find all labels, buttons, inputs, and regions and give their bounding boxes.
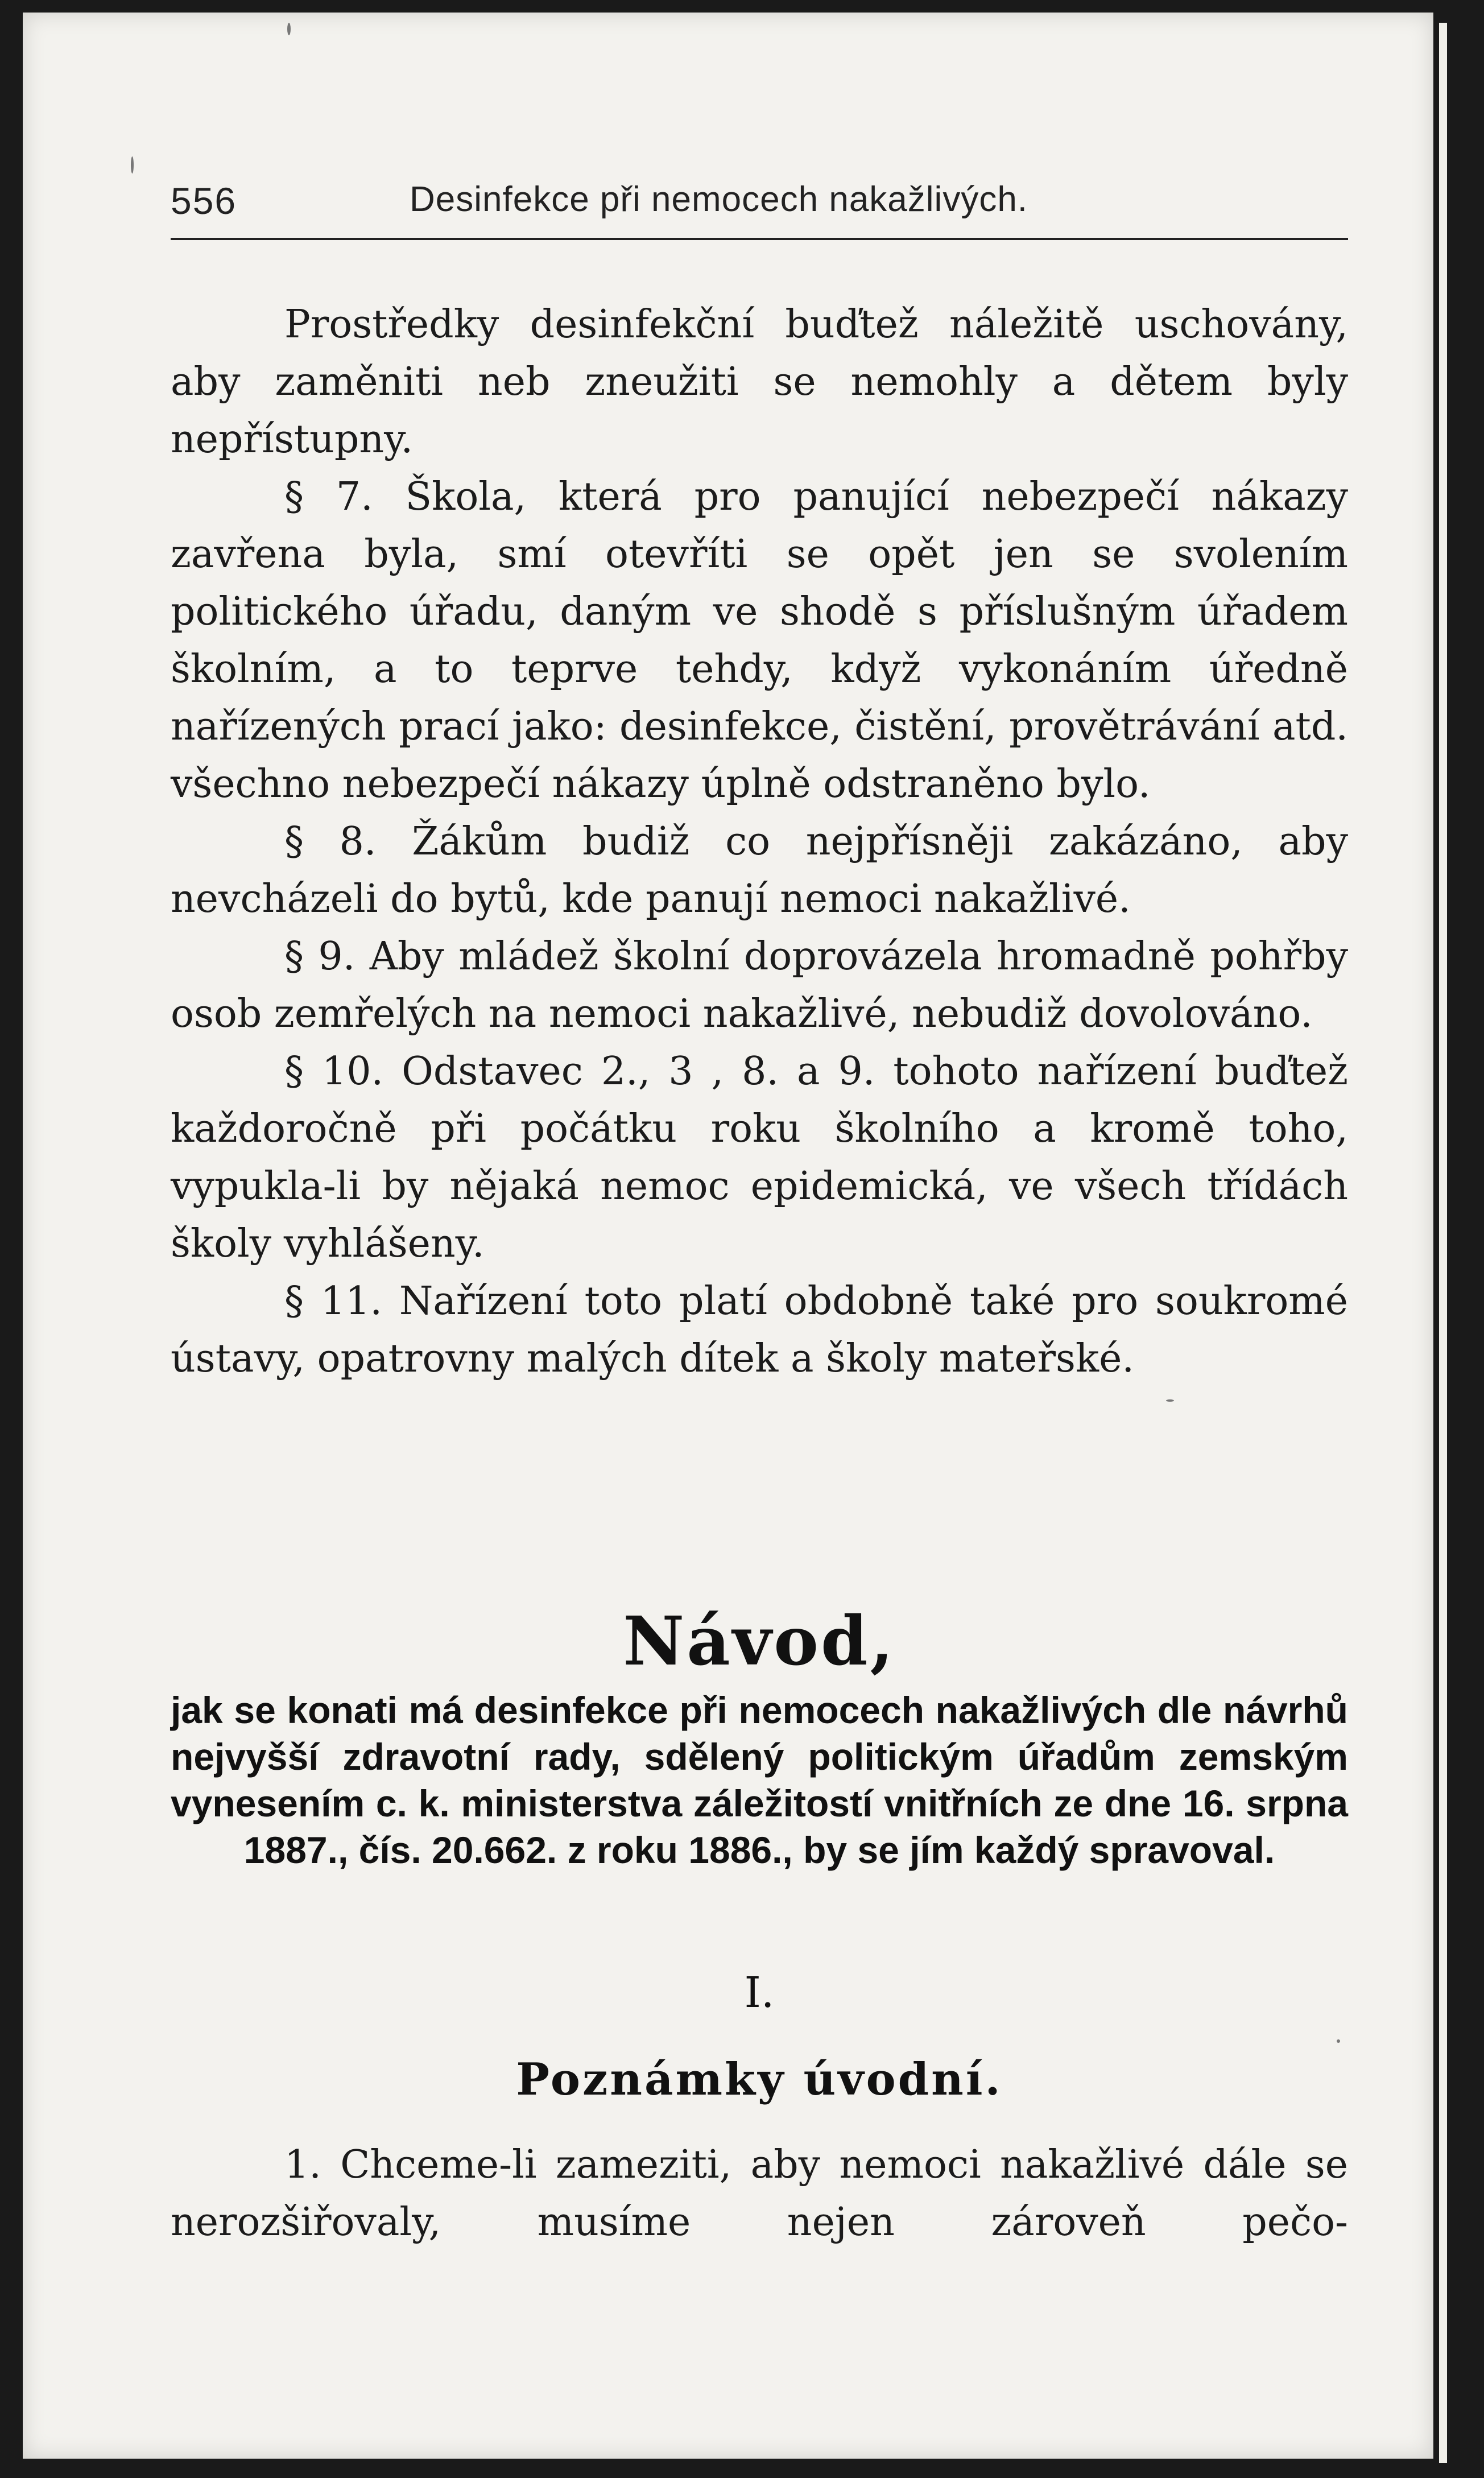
paper-speck [131, 156, 134, 174]
paragraph-section-11: § 11. Nařízení toto platí obdobně také pro soukromé ústavy, opatrovny malých dítek a školy mateřské. [171, 1279, 1348, 1381]
paragraph-1: 1. Chceme-li zameziti, aby nemoci nakažlivé dále se nerozšiřovaly, musíme nejen zároveň pečo- [171, 2142, 1348, 2245]
main-text [171, 296, 1348, 1387]
paragraph-section-9: § 9. Aby mládež školní doprovázela hromadně pohřby osob zemřelých na nemoci nakažlivé, nebudiž dovolováno. [171, 934, 1348, 1036]
section-title: Poznámky úvodní. [516, 2054, 1003, 2105]
section-numeral: I. [744, 1968, 775, 2017]
page-number: 556 [171, 180, 237, 222]
navod-title: Návod, [623, 1601, 896, 1680]
section-text [171, 2136, 1348, 2251]
running-title: Desinfekce při nemocech nakažlivých. [410, 180, 1028, 219]
paragraph-section-10: § 10. Odstavec 2., 3 , 8. a 9. tohoto nařízení buďtež každoročně při počátku roku školního a kromě toho, vypukla-li by nějaká nemoc epidemická, ve všech třídách školy vyhlášeny. [171, 1049, 1348, 1266]
paper-speck [1337, 2039, 1340, 2043]
paper-speck [287, 23, 291, 35]
paragraph-section-8: § 8. Žákům budiž co nejpřísněji zakázáno, aby nevcházeli do bytů, kde panují nemoci nakažlivé. [171, 819, 1348, 922]
header-rule [171, 238, 1348, 240]
paragraph: Prostředky desinfekční buďtež náležitě uschovány, aby zaměniti neb zneužiti se nemohly a dětem byly nepřístupny. [171, 302, 1348, 462]
paper-speck [1166, 1399, 1174, 1402]
page-edge [1439, 23, 1447, 2463]
paragraph-section-7: § 7. Škola, která pro panující nebezpečí nákazy zavřena byla, smí otevříti se opět jen se svolením politického úřadu, daným ve shodě s příslušným úřadem školním, a to teprve tehdy, když vykonáním úředně nařízených prací jako: desinfekce, čistění, provětrávání atd. všechno nebezpečí nákazy úplně odstraněno bylo. [171, 474, 1348, 807]
navod-subtitle: jak se konati má desinfekce při nemocech nakažlivých dle návrhů nejvyšší zdravotní rady, sdělený politickým úřadům zemským vynesením c. k. ministerstva záležitostí vnitřních ze dne 16. srpna 1887., čís. 20.662. z roku 1886., by se jím každý spravoval. [171, 1689, 1348, 1871]
page-header [171, 179, 1348, 236]
